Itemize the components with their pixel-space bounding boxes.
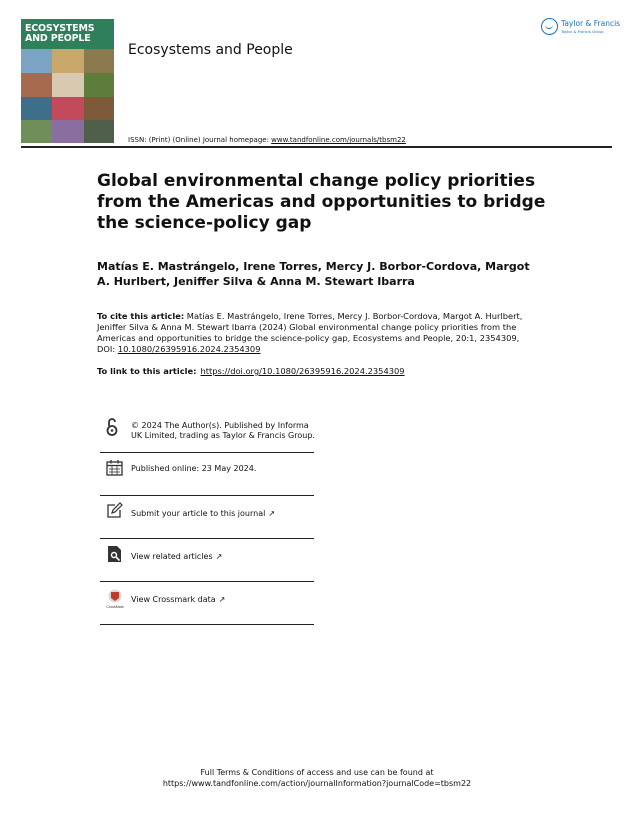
cover-photo-collage [21, 49, 114, 143]
related-articles-label: View related articles [131, 552, 213, 561]
submit-article-label: Submit your article to this journal [131, 509, 266, 518]
crossmark-label: View Crossmark data [131, 595, 216, 604]
journal-homepage-link[interactable]: www.tandfonline.com/journals/tbsm22 [271, 136, 406, 144]
related-articles-link[interactable] [131, 552, 317, 562]
info-divider [100, 581, 314, 582]
footer-terms-text: Full Terms & Conditions of access and use can be found at [200, 768, 434, 777]
publisher-logo-icon [541, 18, 558, 35]
calendar-icon [106, 459, 123, 476]
info-divider [100, 624, 314, 625]
header-divider [21, 146, 612, 148]
citation-label: To cite this article: [97, 311, 185, 321]
license-item [100, 416, 314, 452]
citation-text: Matías E. Mastrángelo, Irene Torres, Mercy J. Borbor-Cordova, Margot A. Hurlbert, Jeniffer Silva & Anna M. Stewart Ibarra (2024) Global environmental change policy priorities from the Americas and opportunities to bridge the science-policy gap, Ecosystems and People, 20:1, 2354309, DOI: [97, 311, 523, 354]
edit-icon [106, 502, 123, 519]
published-item [100, 456, 314, 494]
open-access-icon [106, 417, 118, 437]
search-document-icon [106, 545, 123, 563]
citation-block [97, 311, 537, 355]
crossmark-item[interactable] [100, 585, 314, 623]
publisher-name: Taylor & Francis [561, 19, 621, 28]
cover-title-line1: ECOSYSTEMS [25, 23, 95, 34]
article-doi-link[interactable]: https://doi.org/10.1080/26395916.2024.2354309 [200, 366, 405, 376]
info-divider [100, 495, 314, 496]
citation-doi-link[interactable]: 10.1080/26395916.2024.2354309 [117, 344, 261, 354]
article-authors: Matías E. Mastrángelo, Irene Torres, Mercy J. Borbor-Cordova, Margot A. Hurlbert, Jeniffer Silva & Anna M. Stewart Ibarra [97, 260, 530, 288]
info-divider [100, 538, 314, 539]
article-link-line [97, 366, 405, 376]
external-link-icon: ↗ [268, 509, 276, 518]
crossmark-icon [106, 589, 124, 609]
info-divider [100, 452, 314, 453]
submit-item[interactable] [100, 499, 314, 537]
published-date: Published online: 23 May 2024. [131, 464, 257, 473]
publisher-subname: Taylor & Francis Group [561, 29, 604, 34]
footer [0, 767, 634, 789]
submit-article-link[interactable] [131, 509, 317, 519]
article-title: Global environmental change policy priorities from the Americas and opportunities to bridge the science-policy gap [97, 171, 546, 233]
external-link-icon: ↗ [215, 552, 223, 561]
journal-cover [21, 19, 114, 143]
footer-terms-link[interactable]: https://www.tandfonline.com/action/journalInformation?journalCode=tbsm22 [162, 779, 472, 788]
cover-title-line2: AND PEOPLE [25, 33, 91, 44]
issn-line [128, 136, 406, 144]
crossmark-link[interactable] [131, 595, 317, 605]
license-text: © 2024 The Author(s). Published by Informa UK Limited, trading as Taylor & Francis Group. [131, 421, 315, 440]
external-link-icon: ↗ [218, 595, 226, 604]
crossmark-icon-label: CrossMark [106, 605, 124, 609]
issn-text: ISSN: (Print) (Online) Journal homepage: [128, 136, 272, 144]
publisher-logo[interactable] [541, 17, 621, 39]
cover-title [21, 19, 114, 49]
journal-name: Ecosystems and People [128, 42, 293, 58]
related-item[interactable] [100, 542, 314, 580]
article-link-label: To link to this article: [97, 366, 197, 376]
